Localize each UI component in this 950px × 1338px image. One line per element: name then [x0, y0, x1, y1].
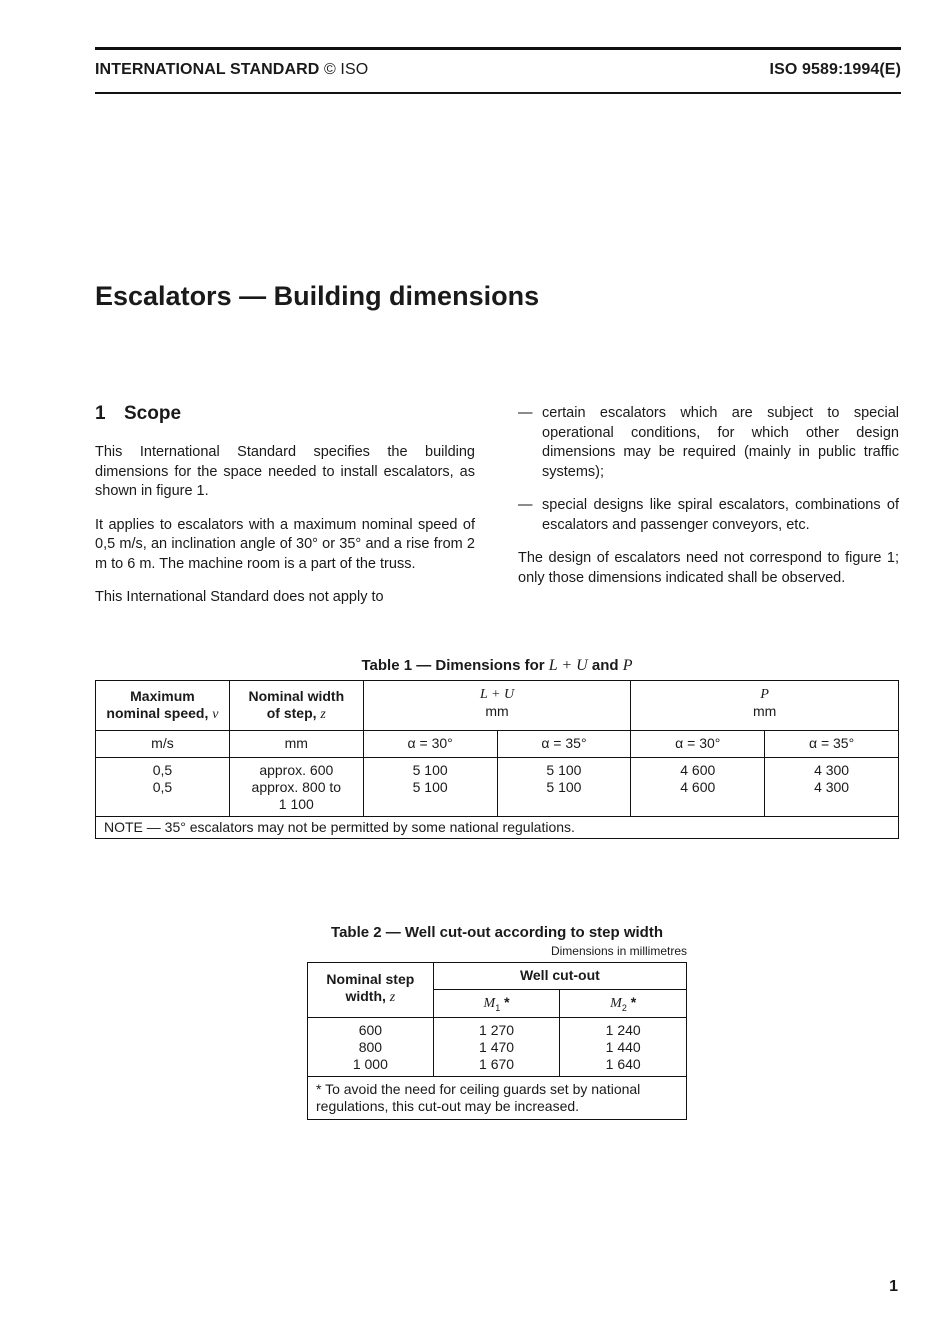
row1-width: approx. 600 — [259, 762, 334, 778]
t2-row2-m1: 1 470 — [479, 1038, 515, 1055]
table1-caption-var1: L + U — [548, 657, 588, 674]
table1-caption-prefix: Table 1 — Dimensions for — [361, 657, 545, 674]
p-angle-35: α = 35° — [765, 731, 899, 758]
width-unit: mm — [229, 731, 363, 758]
t2-row1-width: 600 — [358, 1021, 383, 1038]
t2-row2-width: 800 — [358, 1038, 383, 1055]
row2-lu35: 5 100 — [546, 779, 582, 795]
table1-lu35-cell — [497, 758, 631, 817]
table2-m1-cell — [433, 1017, 560, 1076]
exclusion-item-2 — [518, 496, 899, 535]
row1-lu30: 5 100 — [412, 762, 448, 778]
document-title: Escalators — Building dimensions — [95, 281, 540, 311]
table2-well-cutout — [307, 962, 687, 1120]
scope-left-column — [95, 443, 475, 622]
table2-m1-head — [433, 990, 560, 1018]
head-v-symbol: v — [212, 707, 219, 722]
lu-angle-35: α = 35° — [497, 731, 631, 758]
table2-col-width-head — [308, 963, 434, 1018]
header-bottom-rule — [95, 92, 901, 94]
scope-right-column — [518, 404, 899, 588]
head-of-step: of step, — [266, 705, 317, 721]
table1-lu30-cell — [363, 758, 497, 817]
scope-paragraph-2: It applies to escalators with a maximum nominal speed of 0,5 m/s, an inclination angle of 30° or 35° and a rise from 2 m to 6 m. The machine room is a part of the truss. — [95, 516, 475, 572]
head-nominal-width: Nominal width — [248, 688, 345, 704]
page-number: 1 — [889, 1278, 898, 1295]
table1-note: NOTE — 35° escalators may not be permitted by some national regulations. — [96, 817, 899, 839]
head-width: width, — [345, 988, 386, 1004]
m1-symbol: M — [483, 996, 496, 1011]
group-lu-unit: mm — [485, 703, 509, 719]
head-nominal-speed: nominal speed, — [106, 705, 209, 721]
row2-p30: 4 600 — [680, 779, 716, 795]
group-p-label: P — [760, 687, 769, 702]
t2-row3-width: 1 000 — [352, 1055, 388, 1072]
m1-subscript: 1 — [495, 1002, 501, 1013]
header-standard-label — [95, 61, 368, 79]
row2-p35: 4 300 — [814, 779, 850, 795]
row2-width-cont: 1 100 — [278, 796, 314, 812]
table1-note-row — [96, 817, 899, 839]
exclusion-text-1: certain escalators which are subject to special operational conditions, for which other design dimensions may be required (mainly in public traffic systems); — [542, 405, 899, 480]
row2-speed: 0,5 — [152, 779, 173, 795]
table2-units-note: Dimensions in millimetres — [550, 944, 687, 958]
table2-group-head: Well cut-out — [433, 963, 686, 990]
table1-caption-var2: P — [622, 657, 633, 674]
section-heading — [95, 403, 181, 425]
row2-width: approx. 800 to — [251, 779, 342, 795]
dash-bullet: — — [518, 497, 533, 513]
table1-group-p — [631, 681, 899, 731]
table2-header-row1 — [308, 963, 687, 990]
t2-row3-m2: 1 640 — [605, 1055, 641, 1072]
t2-row1-m1: 1 270 — [479, 1021, 515, 1038]
table2-m2-head — [560, 990, 687, 1018]
design-note-paragraph: The design of escalators need not correspond to figure 1; only those dimensions indicated shall be observed. — [518, 550, 899, 586]
speed-unit: m/s — [96, 731, 230, 758]
head-z-symbol: z — [320, 707, 326, 722]
table1-dimensions — [95, 680, 899, 839]
scope-paragraph-1: This International Standard specifies the building dimensions for the space needed to install escalators, as shown in figure 1. — [95, 444, 475, 499]
t2-row2-m2: 1 440 — [605, 1038, 641, 1055]
table2-width-cell — [308, 1017, 434, 1076]
table2-caption: Table 2 — Well cut-out according to step width — [331, 924, 663, 941]
lu-angle-30: α = 30° — [363, 731, 497, 758]
table1-caption — [95, 657, 899, 675]
header-standard-number: ISO 9589:1994(E) — [769, 61, 901, 78]
table1-p35-cell — [765, 758, 899, 817]
table2-m2-cell — [560, 1017, 687, 1076]
table1-unit-row — [96, 731, 899, 758]
head-maximum: Maximum — [130, 688, 195, 704]
table2-footnote: * To avoid the need for ceiling guards set by national regulations, this cut-out may be increased. — [308, 1076, 687, 1119]
table1-p30-cell — [631, 758, 765, 817]
table1-caption-and: and — [591, 657, 619, 674]
row1-p30: 4 600 — [680, 762, 716, 778]
exclusion-item-1 — [518, 404, 899, 482]
table2-footnote-row — [308, 1076, 687, 1119]
table1-header-row — [96, 681, 899, 731]
m2-subscript: 2 — [621, 1002, 627, 1013]
table2-data-row — [308, 1017, 687, 1076]
head-nominal-step: Nominal step — [326, 971, 415, 987]
t2-row3-m1: 1 670 — [479, 1055, 515, 1072]
dash-bullet: — — [518, 405, 533, 421]
table1-data-row — [96, 758, 899, 817]
group-lu-label: L + U — [480, 687, 515, 702]
section-number: 1 — [95, 403, 106, 424]
exclusion-text-2: special designs like spiral escalators, combinations of escalators and passenger conveyors, etc. — [542, 497, 899, 533]
row1-speed: 0,5 — [152, 762, 173, 778]
row1-lu35: 5 100 — [546, 762, 582, 778]
header-copyright: © ISO — [323, 61, 369, 78]
table1-group-lu — [363, 681, 631, 731]
group-p-unit: mm — [753, 703, 777, 719]
row1-p35: 4 300 — [814, 762, 850, 778]
head-z-symbol-2: z — [389, 990, 396, 1005]
t2-row1-m2: 1 240 — [605, 1021, 641, 1038]
table1-width-cell — [229, 758, 363, 817]
header-top-rule — [95, 47, 901, 50]
m2-symbol: M — [610, 996, 622, 1011]
scope-paragraph-3: This International Standard does not apply to — [95, 589, 384, 605]
header-standard-type: INTERNATIONAL STANDARD — [95, 61, 320, 78]
table1-col-speed-head — [96, 681, 230, 731]
m2-mark: * — [630, 994, 637, 1010]
table1-speed-cell — [96, 758, 230, 817]
row2-lu30: 5 100 — [412, 779, 448, 795]
table1-col-width-head — [229, 681, 363, 731]
m1-mark: * — [504, 994, 510, 1010]
section-title: Scope — [124, 403, 182, 424]
p-angle-30: α = 30° — [631, 731, 765, 758]
